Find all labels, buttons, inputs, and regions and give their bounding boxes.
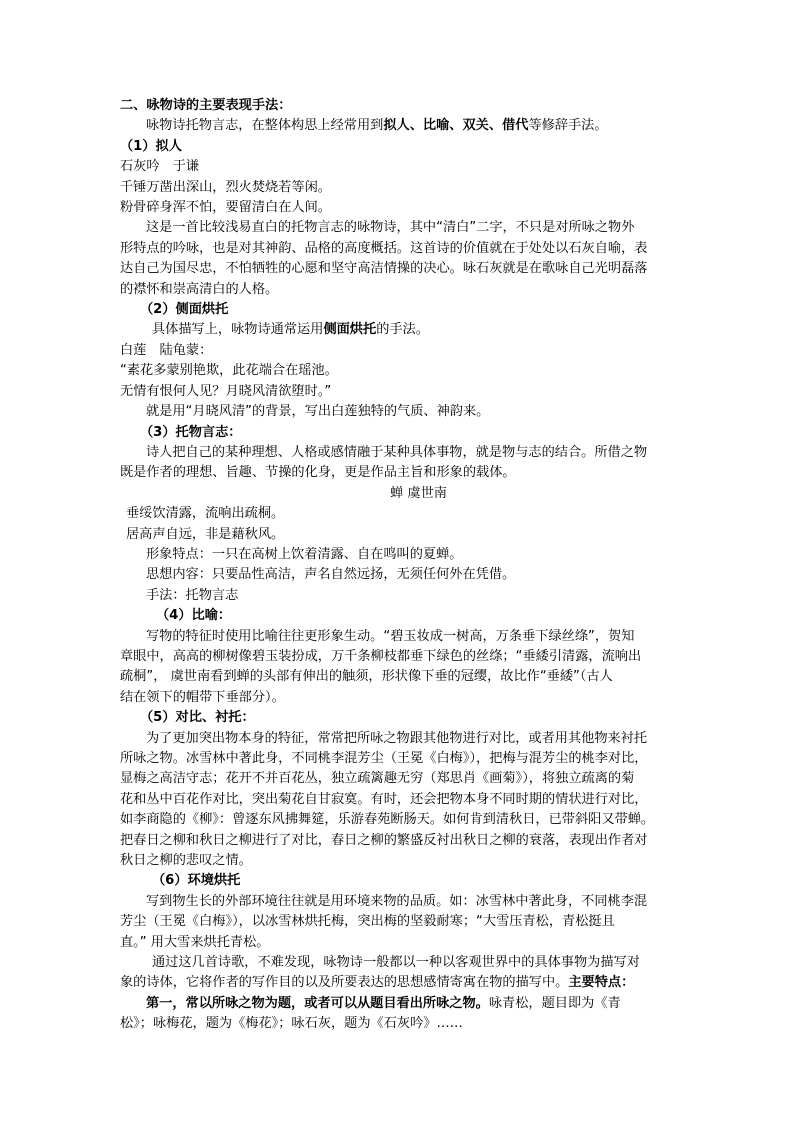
summary-first-bold: 第一，常以所咏之物为题，或者可以从题目看出所咏之物。 — [146, 995, 489, 1011]
s1-para-line: 形特点的吟咏，也是对其神韵、品格的高度概括。这首诗的价值就在于处处以石灰自喻，表 — [120, 240, 648, 256]
s6-para-line: 直。” 用大雪来烘托青松。 — [120, 934, 270, 950]
s2-poem-line: 无情有恨何人见？月晓风清欲堕时。” — [120, 383, 332, 399]
s4-para-line: 结在领下的帽带下垂部分）。 — [120, 689, 285, 705]
s3-heading: （3）托物言志： — [140, 424, 242, 440]
s3-poem-line: 垂绥饮清露，流响出疏桐。 — [126, 506, 285, 522]
section-heading: 二、咏物诗的主要表现手法： — [120, 98, 292, 113]
s1-poem-line: 粉骨碎身浑不怕，要留清白在人间。 — [120, 200, 331, 216]
s5-para-line: 如李商隐的《柳》：曾逐东风拂舞筵，乐游春苑断肠天。如何肯到清秋日，已带斜阳又带蝉。 — [120, 812, 655, 828]
summary-first-text: 咏青松，题目即为《青 — [488, 995, 621, 1011]
s6-para-line: 芳尘（王冕《白梅》），以冰雪林烘托梅，突出梅的坚毅耐寒；“大雪压青松，青松挺且 — [120, 914, 615, 930]
s2-heading: （2）侧面烘托 — [140, 302, 229, 318]
s3-para-line: 既是作者的理想、旨趣、节操的化身，更是作品主旨和形象的载体。 — [120, 465, 516, 481]
s5-para-line: 所咏之物。冰雪林中著此身，不同桃李混芳尘（王冕《白梅》），把梅与混芳尘的桃李对比， — [120, 751, 648, 766]
intro-bold: 拟人、比喻、双关、借代 — [383, 118, 529, 134]
intro-tail: 等修辞手法。 — [528, 118, 608, 134]
s2-desc-tail: 的手法。 — [376, 322, 429, 338]
s2-desc-text: 具体描写上，咏物诗通常运用 — [152, 322, 324, 338]
s3-thought: 思想内容：只要品性高洁，声名自然远扬，无须任何外在凭借。 — [146, 567, 516, 583]
s5-heading: （5）对比、衬托： — [140, 710, 255, 726]
s4-para-line: 章眼中，高高的柳树像碧玉装扮成，万千条柳枝都垂下绿色的丝绦；“垂緌引清露，流响出 — [120, 648, 642, 664]
s1-para-line: 的襟怀和崇高清白的人格。 — [120, 281, 279, 297]
s6-para-line: 写到物生长的外部环境往往就是用环境来物的品质。如：冰雪林中著此身，不同桃李混 — [146, 893, 648, 909]
s5-para-line: 秋日之柳的悲叹之情。 — [120, 853, 252, 869]
summary-line — [120, 994, 676, 1014]
intro-text: 咏物诗托物言志，在整体构思上经常用到 — [146, 118, 384, 134]
s4-heading: （4）比喻： — [156, 608, 232, 624]
section-intro — [120, 116, 676, 136]
s1-poem-title: 石灰吟 于谦 — [120, 159, 200, 175]
s5-para-line: 显梅之高洁守志；花开不并百花丛，独立疏篱趣无穷（郑思肖《画菊》），将独立疏离的菊 — [120, 771, 635, 787]
s4-para-line: 疏桐”， 虞世南看到蝉的头部有伸出的触须，形状像下垂的冠缨，故比作“垂緌”（古人 — [120, 669, 613, 685]
s2-poem-line: “素花多蒙别艳欺，此花端合在瑶池。 — [120, 363, 338, 379]
s3-poem-title: 蝉 虞世南 — [390, 485, 447, 501]
document-page — [120, 96, 676, 1035]
s5-para-line: 把春日之柳和秋日之柳进行了对比，春日之柳的繁盛反衬出秋日之柳的衰落，表现出作者对 — [120, 832, 648, 848]
summary-line: 通过这几首诗歌，不难发现，咏物诗一般都以一种以客观世界中的具体事物为描写对 — [152, 955, 640, 971]
s5-para-line: 为了更加突出物本身的特征，常常把所咏之物跟其他物进行对比，或者用其他物来衬托 — [146, 730, 648, 746]
summary-line: 松》；咏梅花，题为《梅花》；咏石灰，题为《石灰吟》…… — [120, 1016, 463, 1032]
s3-poem-line: 居高声自远，非是藉秋风。 — [126, 526, 285, 542]
s5-para-line: 花和丛中百花作对比，突出菊花自甘寂寞。有时，还会把物本身不同时期的情状进行对比， — [120, 791, 648, 807]
summary-text: 象的诗体，它将作者的写作目的以及所要表达的思想感情寄寓在物的描写中。 — [120, 975, 569, 991]
s3-feature: 形象特点：一只在高树上饮着清露、自在鸣叫的夏蝉。 — [146, 546, 463, 562]
s2-note: 就是用“月晓风清”的背景，写出白莲独特的气质、神韵来。 — [146, 404, 490, 420]
s2-poem-title: 白莲 陆龟蒙： — [120, 342, 213, 358]
summary-bold: 主要特点： — [568, 975, 635, 991]
s6-heading: （6）环境烘托 — [152, 873, 241, 889]
s1-para-line: 达自己为国尽忠，不怕牺牲的心愿和坚守高洁情操的决心。咏石灰就是在歌咏自己光明磊落 — [120, 261, 648, 277]
s2-desc — [120, 320, 676, 340]
s4-para-line: 写物的特征时使用比喻往往更形象生动。“碧玉妆成一树高，万条垂下绿丝绦”，贺知 — [146, 628, 635, 644]
summary-line — [120, 973, 676, 993]
s1-poem-line: 千锤万凿出深山，烈火焚烧若等闲。 — [120, 179, 331, 195]
s3-para-line: 诗人把自己的某种理想、人格或感情融于某种具体事物，就是物与志的结合。所借之物 — [146, 444, 648, 460]
s1-heading: （1）拟人 — [120, 138, 182, 154]
s3-method: 手法：托物言志 — [146, 587, 239, 603]
s1-para-line: 这是一首比较浅易直白的托物言志的咏物诗，其中“清白”二字，不只是对所咏之物外 — [146, 220, 635, 236]
s2-desc-bold: 侧面烘托 — [323, 322, 377, 338]
